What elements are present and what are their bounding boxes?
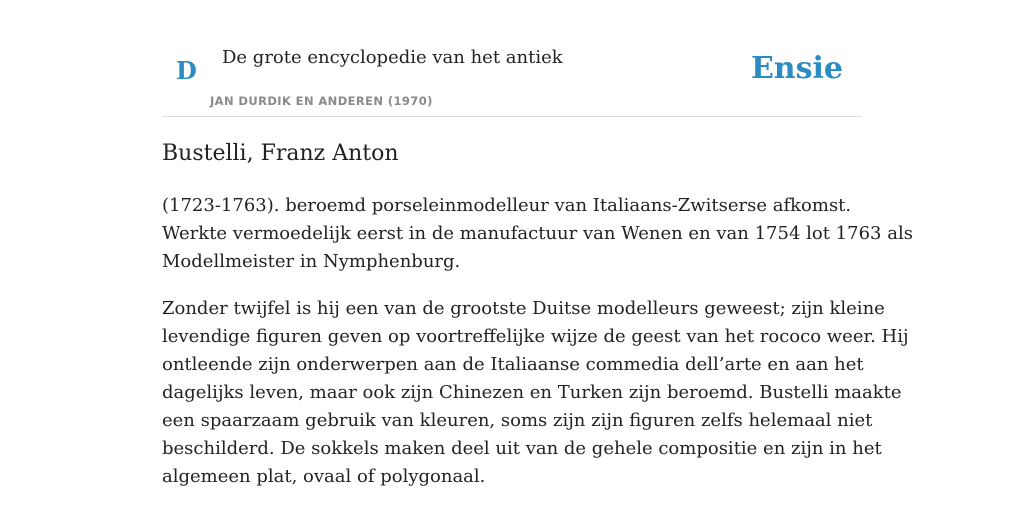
- entry-body: [162, 192, 913, 510]
- paragraph-line: levendige figuren geven op voortreffelijke wijze de geest van het rococo weer. Hij: [162, 326, 909, 347]
- book-title-link[interactable]: De grote encyclopedie van het antiek: [222, 47, 563, 68]
- paragraph-line: een spaarzaam gebruik van kleuren, soms zijn zijn figuren zelfs helemaal niet: [162, 410, 873, 431]
- paragraph-line: dagelijks leven, maar ook zijn Chinezen en Turken zijn beroemd. Bustelli maakte: [162, 382, 902, 403]
- paragraph-line: Modellmeister in Nymphenburg.: [162, 251, 461, 272]
- entry-paragraph: [162, 295, 909, 491]
- paragraph-line: Zonder twijfel is hij een van de grootste Duitse modelleurs geweest; zijn kleine: [162, 298, 885, 319]
- book-header: [162, 0, 862, 117]
- paragraph-line: algemeen plat, ovaal of polygonaal.: [162, 466, 486, 487]
- book-logo-letter: D: [176, 56, 197, 85]
- brand-logo-link[interactable]: Ensie: [750, 51, 843, 86]
- book-author: JAN DURDIK EN ANDEREN (1970): [210, 94, 433, 108]
- entry-title: Bustelli, Franz Anton: [162, 141, 399, 166]
- paragraph-line: ontleende zijn onderwerpen aan de Italiaanse commedia dell’arte en aan het: [162, 354, 864, 375]
- paragraph-line: (1723-1763). beroemd porseleinmodelleur van Italiaans-Zwitserse afkomst.: [162, 195, 852, 216]
- entry-paragraph: [162, 192, 913, 276]
- paragraph-line: beschilderd. De sokkels maken deel uit van de gehele compositie en zijn in het: [162, 438, 882, 459]
- paragraph-line: Werkte vermoedelijk eerst in de manufactuur van Wenen en van 1754 lot 1763 als: [162, 223, 913, 244]
